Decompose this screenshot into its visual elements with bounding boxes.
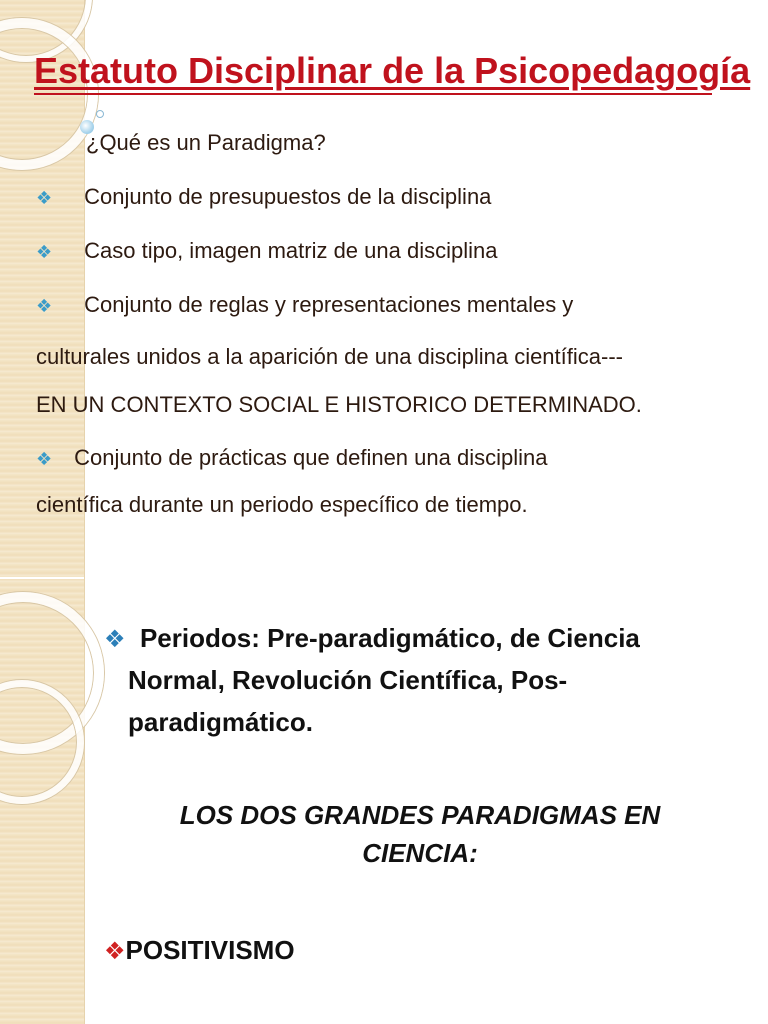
slide-divider (0, 577, 84, 579)
diamond-bullet-icon: ❖ (36, 242, 53, 262)
paradigms-heading: LOS DOS GRANDES PARADIGMAS EN CIENCIA: (179, 800, 661, 868)
list-item: ❖ Conjunto de presupuestos de la disciplina (36, 184, 492, 209)
question-text: ¿Qué es un Paradigma? (86, 130, 326, 155)
title-rule (34, 93, 712, 95)
periods-line: ❖ Periodos: Pre-paradigmático, de Ciencia (104, 623, 640, 653)
periods-line: paradigmático. (128, 707, 313, 737)
list-item: ❖POSITIVISMO (104, 935, 295, 965)
list-item-continuation: EN UN CONTEXTO SOCIAL E HISTORICO DETERMINADO. (36, 392, 642, 417)
list-item: ❖ Conjunto de prácticas que definen una disciplina (36, 445, 548, 470)
slide-title: Estatuto Disciplinar de la Psicopedagogía (34, 50, 751, 91)
list-item: ❖ Conjunto de reglas y representaciones mentales y (36, 292, 574, 317)
periods-line: Normal, Revolución Científica, Pos- (128, 665, 568, 695)
list-item-continuation: científica durante un periodo específico de tiempo. (36, 492, 528, 517)
diamond-bullet-icon: ❖ (104, 626, 126, 653)
list-item-continuation: culturales unidos a la aparición de una disciplina científica--- (36, 344, 623, 369)
list-item: ❖ Caso tipo, imagen matriz de una disciplina (36, 238, 498, 263)
diamond-bullet-icon: ❖ (104, 938, 126, 965)
diamond-bullet-icon: ❖ (36, 188, 53, 208)
diamond-bullet-icon: ❖ (36, 296, 53, 316)
diamond-bullet-icon: ❖ (36, 449, 53, 469)
